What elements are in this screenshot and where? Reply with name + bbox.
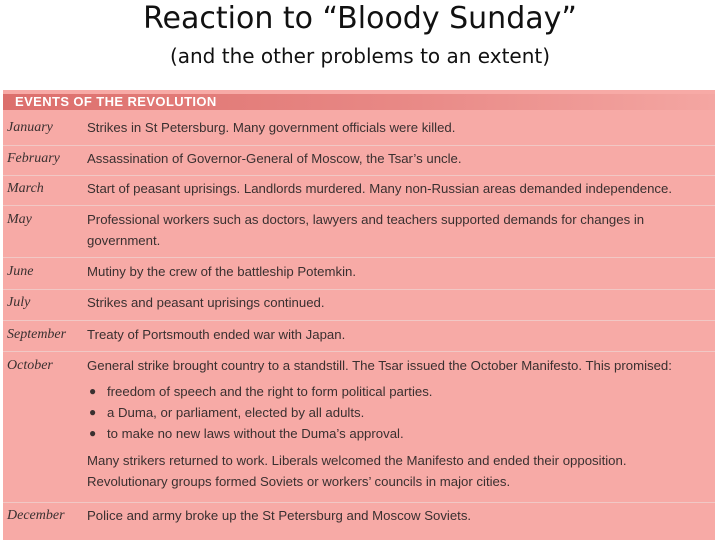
bullet-dot-icon: ● [89, 384, 97, 398]
bullet-item [87, 423, 705, 444]
event-text: General strike brought country to a standstill. The Tsar issued the October Manifesto. This promised: [87, 358, 672, 373]
event-text: Professional workers such as doctors, lawyers and teachers supported demands for changes in government. [87, 212, 645, 248]
row-divider [3, 289, 715, 290]
event-text-block [87, 355, 705, 492]
event-text: Mutiny by the crew of the battleship Potemkin. [87, 264, 357, 279]
bullet-text: to make no new laws without the Duma’s approval. [107, 426, 404, 441]
bullet-text: freedom of speech and the right to form political parties. [107, 384, 433, 399]
bullet-dot-icon: ● [89, 405, 97, 419]
event-month: February [7, 151, 60, 166]
row-divider [3, 175, 715, 176]
event-month: September [7, 327, 67, 342]
event-month: March [7, 181, 44, 196]
event-month: January [7, 120, 53, 135]
event-text: Strikes and peasant uprisings continued. [87, 295, 325, 310]
row-divider [3, 205, 715, 206]
bullet-item [87, 381, 705, 402]
event-month: October [7, 358, 53, 373]
event-text-after: Many strikers returned to work. Liberals welcomed the Manifesto and ended their opposition. Revolutionary groups formed Soviets or workers’ councils in major cities. [87, 453, 627, 489]
panel-header-label: EVENTS OF THE REVOLUTION [15, 94, 217, 109]
bullet-dot-icon: ● [89, 426, 97, 440]
panel-header [3, 94, 715, 110]
row-divider [3, 502, 715, 503]
event-text: Police and army broke up the St Petersburg and Moscow Soviets. [87, 508, 472, 523]
row-divider [3, 145, 715, 146]
row-divider [3, 320, 715, 321]
event-month: December [7, 508, 65, 523]
row-divider [3, 351, 715, 352]
manifesto-bullets [87, 381, 705, 444]
event-month: June [7, 264, 34, 279]
event-text: Treaty of Portsmouth ended war with Japan. [87, 327, 346, 342]
event-text: Assassination of Governor-General of Moscow, the Tsar’s uncle. [87, 151, 462, 166]
bullet-text: a Duma, or parliament, elected by all adults. [107, 405, 365, 420]
row-divider [3, 257, 715, 258]
bullet-item [87, 402, 705, 423]
event-month: May [7, 212, 32, 227]
event-text: Strikes in St Petersburg. Many government officials were killed. [87, 120, 456, 135]
events-panel [3, 90, 715, 540]
event-month: July [7, 295, 31, 310]
slide-title: Reaction to “Bloody Sunday” [143, 1, 577, 36]
slide-subtitle: (and the other problems to an extent) [169, 44, 551, 68]
event-text: Start of peasant uprisings. Landlords murdered. Many non-Russian areas demanded independence. [87, 181, 673, 196]
